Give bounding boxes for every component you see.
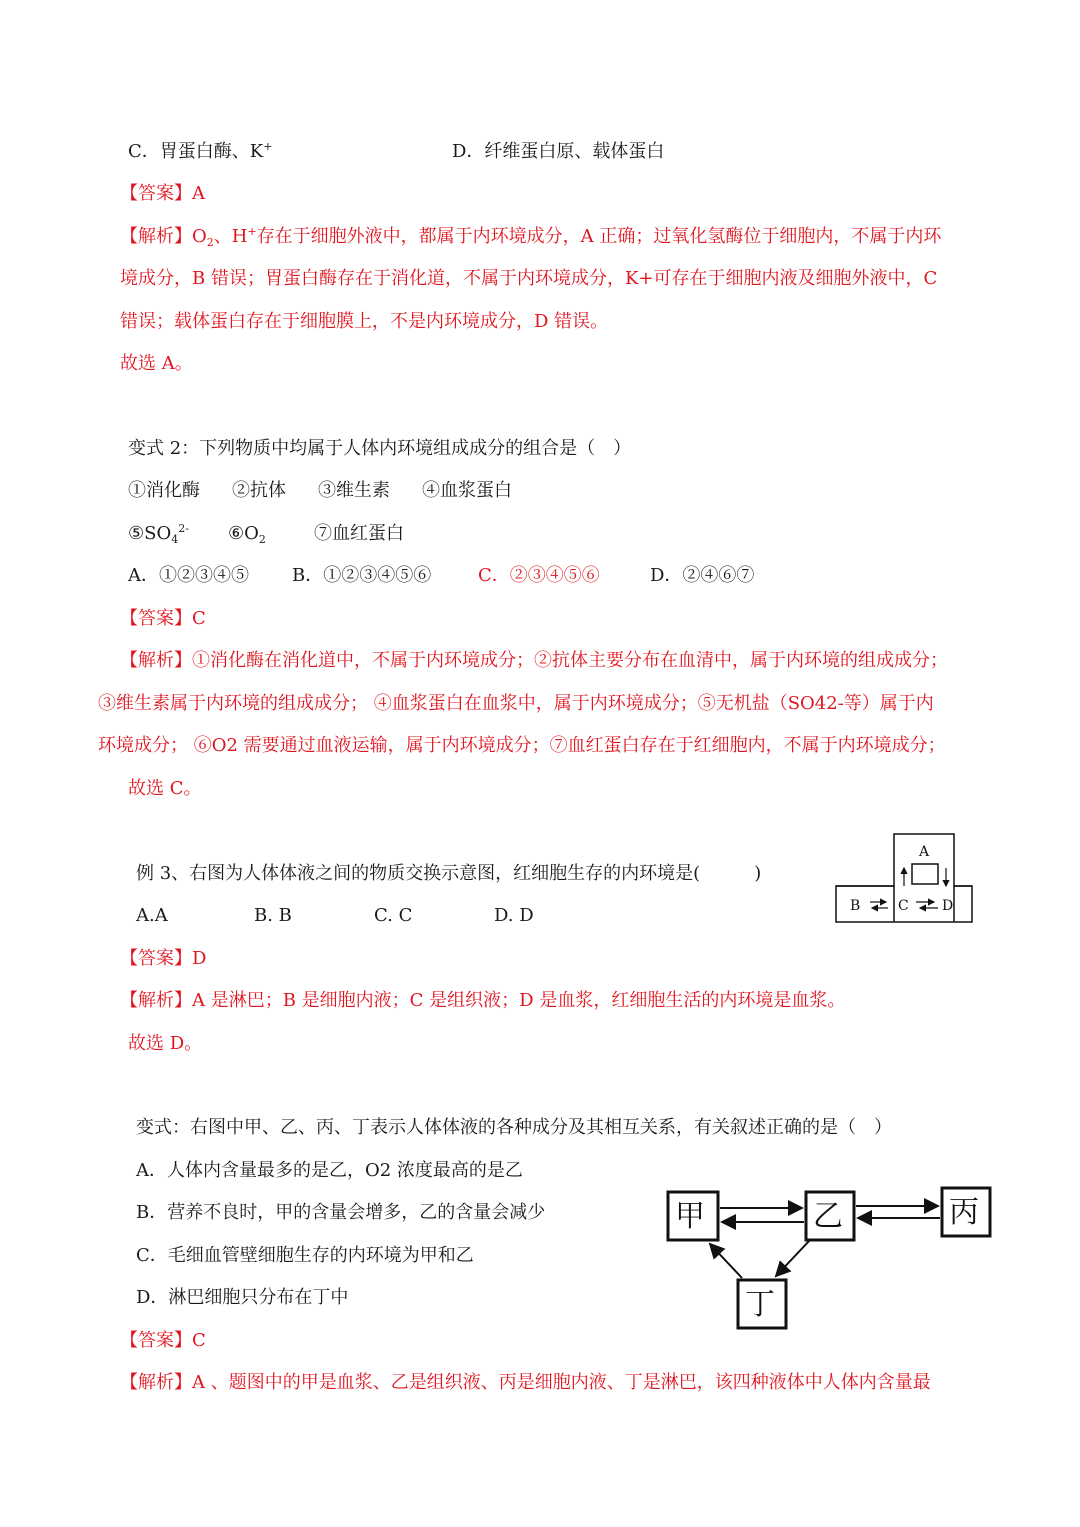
- q2-item-4: ④血浆蛋白: [422, 480, 512, 501]
- q2-option-a: A．①②③④⑤: [128, 565, 249, 586]
- q1-conclusion: 故选 A。: [120, 353, 193, 374]
- label-jia: 甲: [675, 1199, 705, 1234]
- q1-analysis-line-3: 错误；载体蛋白存在于细胞膜上，不是内环境成分，D 错误。: [120, 311, 609, 332]
- q3-stem: 例 3、右图为人体体液之间的物质交换示意图，红细胞生存的内环境是( ): [136, 863, 762, 884]
- q2-option-c: C．②③④⑤⑥: [478, 565, 600, 586]
- q2-item-2: ②抗体: [232, 480, 286, 501]
- q1-analysis-line-2: 境成分，B 错误；胃蛋白酶存在于消化道，不属于内环境成分，K+可存在于细胞内液及细胞外液中，C: [120, 268, 938, 289]
- q2-stem: 变式 2：下列物质中均属于人体内环境组成成分的组合是（ ）: [128, 438, 632, 459]
- q3-option-c: C. C: [374, 905, 413, 926]
- label-yi: 乙: [813, 1199, 843, 1234]
- q4-option-c: C．毛细血管壁细胞生存的内环境为甲和乙: [136, 1245, 474, 1266]
- q1-option-c: C．胃蛋白酶、K+: [128, 140, 273, 162]
- label-bing: 丙: [949, 1195, 979, 1230]
- q1-option-d: D．纤维蛋白原、载体蛋白: [452, 141, 665, 162]
- q3-option-b: B. B: [254, 905, 292, 926]
- q3-analysis: 【解析】A 是淋巴；B 是细胞内液；C 是组织液；D 是血浆，红细胞生活的内环境是血浆。: [120, 990, 846, 1011]
- q2-item-3: ③维生素: [318, 480, 390, 501]
- diagram-label-c: C: [898, 898, 909, 914]
- q4-answer: 【答案】C: [120, 1330, 206, 1351]
- q3-answer: 【答案】D: [120, 948, 207, 969]
- q4-analysis: 【解析】A 、题图中的甲是血浆、乙是组织液、丙是细胞内液、丁是淋巴，该四种液体中人体内含量最: [120, 1372, 931, 1393]
- q2-item-1: ①消化酶: [128, 480, 200, 501]
- q4-option-a: A．人体内含量最多的是乙，O2 浓度最高的是乙: [136, 1160, 523, 1181]
- body-fluid-relationship-diagram: [660, 1180, 996, 1336]
- q3-option-d: D. D: [494, 905, 534, 926]
- q2-item-5: $⑤SO_4^{2-}$: [128, 522, 189, 546]
- diagram-label-a: A: [919, 844, 930, 860]
- q2-item-6: $⑥O_2$: [228, 523, 266, 546]
- q1-answer: 【答案】A: [120, 183, 205, 204]
- q2-analysis-line-1: 【解析】①消化酶在消化道中，不属于内环境成分；②抗体主要分布在血清中，属于内环境的组成成分；: [120, 650, 948, 671]
- q2-option-d: D．②④⑥⑦: [650, 565, 755, 586]
- q2-item-7: ⑦血红蛋白: [314, 523, 404, 544]
- diagram-inner-box: [912, 864, 938, 884]
- q2-answer: 【答案】C: [120, 608, 206, 629]
- diagram-label-d: D: [942, 898, 954, 914]
- q1-analysis-line-1: 【解析】$O_2$、H+存在于细胞外液中，都属于内环境成分，A 正确；过氧化氢酶位于细胞内，不属于内环: [120, 225, 942, 249]
- q4-option-b: B．营养不良时，甲的含量会增多，乙的含量会减少: [136, 1202, 546, 1223]
- q2-conclusion: 故选 C。: [128, 778, 202, 799]
- q4-stem: 变式：右图中甲、乙、丙、丁表示人体体液的各种成分及其相互关系，有关叙述正确的是（ ）: [136, 1117, 892, 1138]
- body-fluid-exchange-diagram: [830, 830, 978, 926]
- q2-option-b: B．①②③④⑤⑥: [292, 565, 432, 586]
- q3-conclusion: 故选 D。: [128, 1033, 203, 1054]
- q2-analysis-line-2: ③维生素属于内环境的组成成分； ④血浆蛋白在血浆中，属于内环境成分；⑤无机盐（SO42-等）属于内: [98, 693, 934, 714]
- label-ding: 丁: [745, 1287, 775, 1322]
- diagram-label-b: B: [850, 898, 861, 914]
- q4-option-d: D．淋巴细胞只分布在丁中: [136, 1287, 349, 1308]
- q2-analysis-line-3: 环境成分； ⑥O2 需要通过血液运输，属于内环境成分；⑦血红蛋白存在于红细胞内，不属于内环境成分；: [98, 735, 946, 756]
- q3-option-a: A.A: [136, 905, 168, 926]
